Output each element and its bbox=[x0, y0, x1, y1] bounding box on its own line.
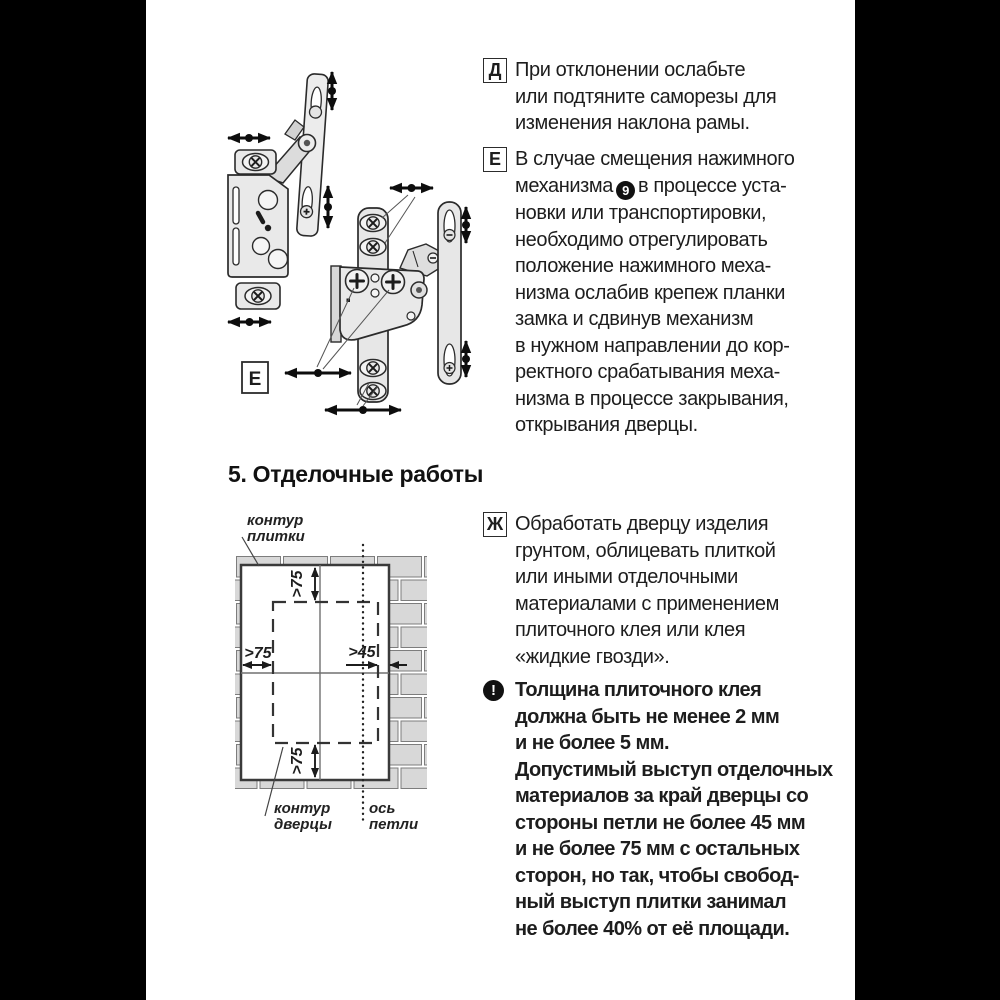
paragraph-line: ректного срабатывания меха- bbox=[515, 361, 780, 384]
warning-line: стороны петли не более 45 мм bbox=[515, 811, 806, 834]
paragraph-line: открывания дверцы. bbox=[515, 414, 698, 437]
paragraph-line: новки или транспортировки, bbox=[515, 202, 767, 225]
warning-line: сторон, но так, чтобы свобод- bbox=[515, 864, 799, 887]
paragraph-line: плиточного клея или клея bbox=[515, 619, 746, 641]
dim-right-label: >45 bbox=[348, 644, 376, 661]
paragraph-line: низма ослабив крепеж планки bbox=[515, 281, 785, 304]
paragraph-line: При отклонении ослабьте bbox=[515, 59, 746, 81]
paragraph-line: в нужном направлении до кор- bbox=[515, 334, 790, 357]
paragraph-line: замка и сдвинув механизм bbox=[515, 308, 754, 331]
step-e-label: E bbox=[248, 369, 262, 390]
step-zh-marker: Ж bbox=[483, 512, 507, 537]
paragraph-line: положение нажимного меха- bbox=[515, 255, 771, 278]
warning-line: материалов за край дверцы со bbox=[515, 785, 809, 807]
paragraph-line: или подтяните саморезы для bbox=[515, 85, 777, 108]
dim-top-label: >75 bbox=[289, 570, 306, 598]
warning-line: должна быть не менее 2 мм bbox=[515, 705, 780, 728]
tile-contour-label: плитки bbox=[247, 528, 305, 545]
paragraph-line: или иными отделочными bbox=[515, 566, 738, 588]
paragraph-line: «жидкие гвозди». bbox=[515, 645, 670, 668]
step-d-marker: Д bbox=[483, 58, 507, 83]
step-e-marker: Е bbox=[483, 147, 507, 172]
tile-contour-label: контур bbox=[247, 512, 304, 529]
line-text: механизма bbox=[515, 174, 613, 197]
paragraph-line: низма в процессе закрывания, bbox=[515, 387, 789, 410]
paragraph-line: материалами с применением bbox=[515, 592, 779, 615]
warning-line: ный выступ плитки занимал bbox=[515, 891, 787, 913]
warning-line: Толщина плиточного клея bbox=[515, 679, 762, 701]
hinge-1 bbox=[228, 73, 329, 309]
dim-bottom-label: >75 bbox=[289, 747, 306, 775]
tile-layout-diagram bbox=[221, 500, 451, 835]
paragraph-line: необходимо отрегулировать bbox=[515, 228, 768, 251]
paragraph-line: В случае смещения нажимного bbox=[515, 148, 795, 170]
dim-left-label: >75 bbox=[244, 645, 272, 662]
hinge-adjustment-diagram bbox=[205, 50, 495, 440]
hinge-axis-label: ось bbox=[369, 800, 396, 817]
warning-line: и не более 75 мм с остальных bbox=[515, 838, 800, 860]
door-contour-label: дверцы bbox=[274, 816, 332, 833]
part-9-badge: 9 bbox=[616, 181, 635, 200]
line-text: в процессе уста- bbox=[638, 174, 787, 197]
warning-line: Допустимый выступ отделочных bbox=[515, 758, 833, 781]
section-heading: 5. Отделочные работы bbox=[228, 461, 484, 487]
paragraph-line: Обработать дверцу изделия bbox=[515, 513, 769, 535]
warning-icon: ! bbox=[483, 680, 504, 701]
door-contour-label: контур bbox=[274, 800, 331, 817]
warning-line: и не более 5 мм. bbox=[515, 732, 669, 754]
paragraph-line bbox=[515, 173, 860, 201]
paragraph-line: грунтом, облицевать плиткой bbox=[515, 539, 776, 562]
hinge-axis-label: петли bbox=[369, 816, 419, 833]
warning-line: не более 40% от её площади. bbox=[515, 917, 790, 940]
manual-page bbox=[146, 0, 855, 1000]
paragraph-line: изменения наклона рамы. bbox=[515, 112, 750, 134]
